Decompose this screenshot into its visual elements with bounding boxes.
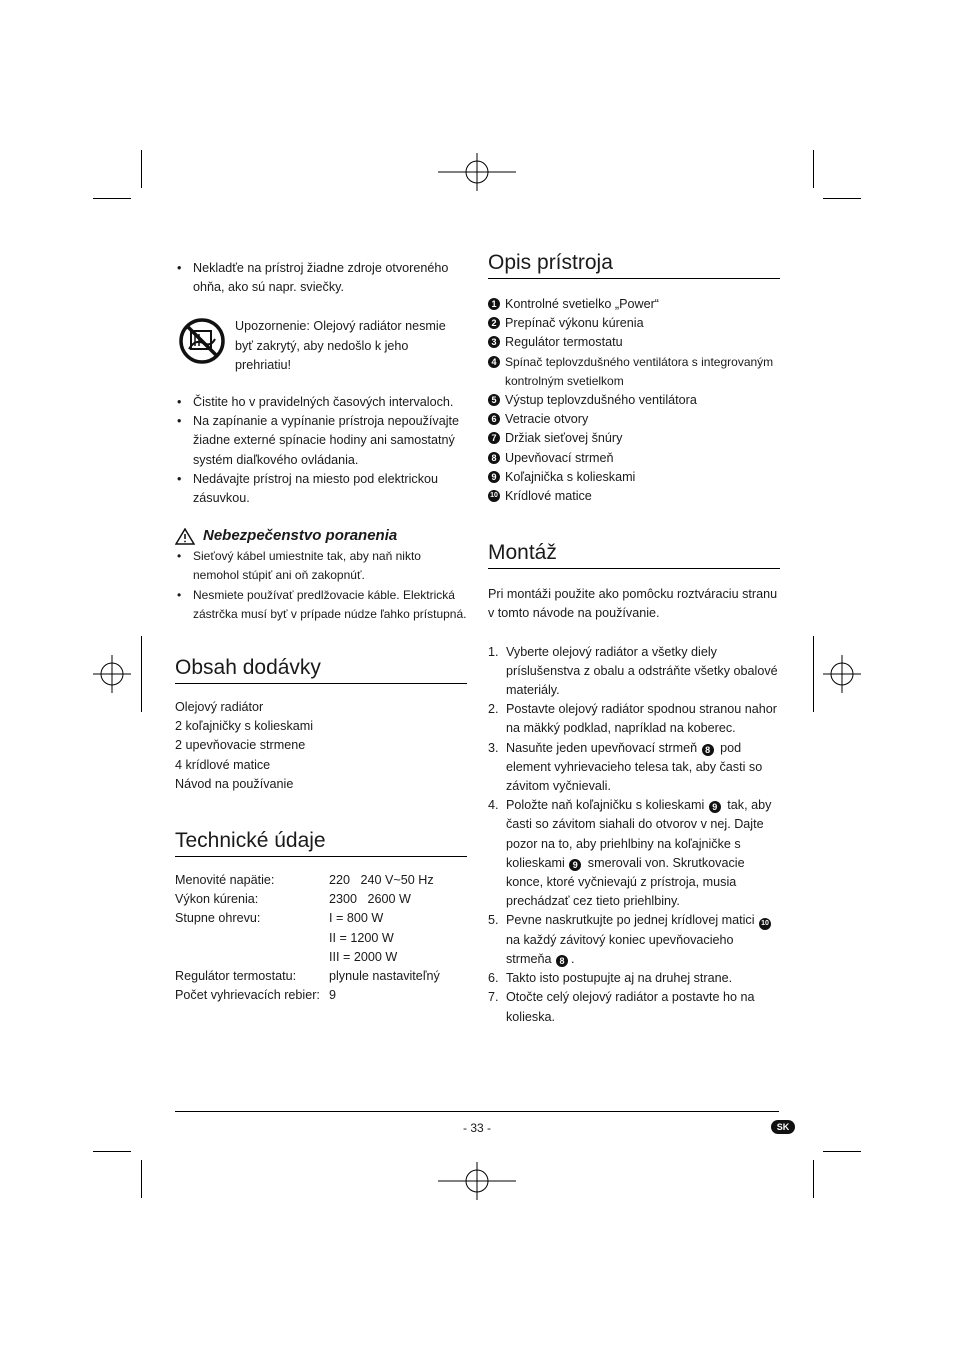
number-badge: 4 bbox=[488, 356, 500, 368]
text-run: smerovali von. Skrutkovacie konce, ktoré vyčnievajú z prístroja, musia prechádzať cez tieto priehlbiny. bbox=[506, 855, 745, 909]
number-badge: 8 bbox=[488, 452, 500, 464]
right-column bbox=[488, 250, 780, 1027]
assembly-steps bbox=[488, 643, 780, 1027]
contents-heading: Obsah dodávky bbox=[175, 655, 467, 684]
list-item bbox=[488, 739, 780, 797]
warning-title: Nebezpečenstvo poranenia bbox=[203, 527, 398, 545]
montaz-heading: Montáž bbox=[488, 540, 780, 569]
list-item: 10 Krídlové matice bbox=[488, 487, 780, 506]
number-badge: 9 bbox=[709, 801, 721, 813]
step-text bbox=[506, 911, 780, 969]
list-item: 3 Regulátor termostatu bbox=[488, 333, 780, 352]
step-number: 3. bbox=[488, 740, 499, 755]
number-badge: 1 bbox=[488, 298, 500, 310]
step-text bbox=[506, 643, 780, 701]
list-item: 4 Spínač teplovzdušného ventilátora s integrovaným kontrolným svetielkom bbox=[488, 353, 780, 391]
list-item: 2 Prepínač výkonu kúrenia bbox=[488, 314, 780, 333]
number-badge: 2 bbox=[488, 317, 500, 329]
list-item: Návod na používanie bbox=[175, 776, 294, 791]
list-item: 9 Koľajnička s kolieskami bbox=[488, 468, 780, 487]
notice-text: Upozornenie: Olejový radiátor nesmie byť zakrytý, aby nedošlo k jeho prehriatiu! bbox=[235, 319, 446, 372]
number-badge: 9 bbox=[488, 471, 500, 483]
list-item: 5 Výstup teplovzdušného ventilátora bbox=[488, 391, 780, 410]
step-number: 5. bbox=[488, 913, 499, 928]
text-run: Položte naň koľajničku s kolieskami bbox=[506, 798, 708, 813]
list-item bbox=[488, 796, 780, 911]
number-badge: 7 bbox=[488, 432, 500, 444]
footer-rule bbox=[175, 1111, 779, 1112]
list-item bbox=[488, 643, 780, 701]
parts-list bbox=[488, 295, 780, 506]
table-row: Počet vyhrievacích rebier: 9 bbox=[175, 988, 337, 1003]
step-text bbox=[506, 988, 780, 1026]
warning-triangle-icon bbox=[175, 528, 195, 545]
injury-warning-bullets bbox=[175, 547, 467, 624]
list-item: 7 Držiak sieťovej šnúry bbox=[488, 429, 780, 448]
number-badge: 10 bbox=[488, 490, 500, 502]
text-run: na každý závitový koniec upevňovacieho strmeňa bbox=[506, 932, 734, 966]
left-column bbox=[175, 259, 467, 1005]
montaz-intro: Pri montáži použite ako pomôcku roztváraciu stranu v tomto návode na používanie. bbox=[488, 587, 778, 621]
step-text bbox=[506, 796, 780, 911]
number-badge: 5 bbox=[488, 394, 500, 406]
list-item bbox=[488, 988, 780, 1026]
language-badge: SK bbox=[771, 1120, 795, 1134]
list-item: Olejový radiátor bbox=[175, 700, 264, 715]
step-text bbox=[506, 969, 732, 988]
table-row: III = 2000 W bbox=[329, 949, 398, 964]
step-text bbox=[506, 700, 780, 738]
text-run: Otočte celý olejový radiátor a postavte ho na kolieska. bbox=[506, 990, 755, 1024]
table-row: Stupne ohrevu: I = 800 W bbox=[175, 911, 384, 926]
step-number: 4. bbox=[488, 798, 499, 813]
table-row: II = 1200 W bbox=[329, 930, 394, 945]
list-item: • Sieťový kábel umiestnite tak, aby naň nikto nemohol stúpiť ani oň zakopnúť. bbox=[175, 547, 467, 585]
opis-heading: Opis prístroja bbox=[488, 250, 780, 279]
list-item: • Čistite ho v pravidelných časových intervaloch. bbox=[175, 393, 467, 412]
list-item: 6 Vetracie otvory bbox=[488, 410, 780, 429]
number-badge: 3 bbox=[488, 336, 500, 348]
number-badge: 10 bbox=[759, 918, 771, 930]
registration-mark-right-icon bbox=[823, 655, 861, 693]
step-text bbox=[506, 739, 780, 797]
number-badge: 8 bbox=[556, 955, 568, 967]
cover-warning-notice bbox=[179, 318, 467, 375]
text-run: Nasuňte jeden upevňovací strmeň bbox=[506, 740, 701, 755]
list-item: • Nekladťe na prístroj žiadne zdroje otvoreného ohňa, ako sú napr. sviečky. bbox=[175, 259, 467, 297]
list-item: 2 koľajničky s kolieskami bbox=[175, 719, 314, 734]
tech-heading: Technické údaje bbox=[175, 828, 467, 857]
injury-warning-heading bbox=[175, 526, 467, 546]
number-badge: 6 bbox=[488, 413, 500, 425]
list-item: • Nedávajte prístroj na miesto pod elektrickou zásuvkou. bbox=[175, 470, 467, 508]
list-item: 2 upevňovacie strmene bbox=[175, 738, 306, 753]
list-item bbox=[488, 969, 780, 988]
list-item: 8 Upevňovací strmeň bbox=[488, 449, 780, 468]
step-number: 1. bbox=[488, 644, 499, 659]
step-number: 6. bbox=[488, 971, 499, 986]
text-run: Pevne naskrutkujte po jednej krídlovej matici bbox=[506, 913, 759, 928]
tech-spec-table bbox=[175, 871, 467, 1005]
list-item: • Na zapínanie a vypínanie prístroja nepoužívajte žiadne externé spínacie hodiny ani samostatný systém diaľkového ovládania. bbox=[175, 412, 467, 470]
text-run: tak, aby časti so závitom siahali do otvorov v nej. Dajte pozor na to, aby priehlbiny na koľajničke s kolieskami bbox=[506, 798, 772, 870]
table-row: Regulátor termostatu: plynule nastaviteľný bbox=[175, 969, 440, 984]
registration-mark-top-icon bbox=[438, 153, 516, 191]
page-number: - 33 - bbox=[462, 1121, 491, 1135]
safety-bullets-top bbox=[175, 259, 467, 297]
list-item: • Nesmiete používať predlžovacie káble. Elektrická zástrčka musí byť v prípade núdze ľahko prístupná. bbox=[175, 586, 467, 624]
step-number: 2. bbox=[488, 702, 499, 717]
text-run: Postavte olejový radiátor spodnou stranou nahor na mäkký podklad, napríklad na koberec. bbox=[506, 702, 777, 736]
step-number: 7. bbox=[488, 990, 499, 1005]
registration-mark-bottom-icon bbox=[438, 1162, 516, 1200]
table-row: Výkon kúrenia: 2300 2600 W bbox=[175, 892, 411, 907]
do-not-cover-icon bbox=[179, 318, 225, 364]
safety-bullets-mid bbox=[175, 393, 467, 508]
list-item: 4 krídlové matice bbox=[175, 757, 271, 772]
number-badge: 9 bbox=[569, 859, 581, 871]
text-run: pod element vyhrievacieho telesa tak, aby časti so závitom vyčnievali. bbox=[506, 740, 763, 794]
list-item bbox=[488, 700, 780, 738]
contents-list bbox=[175, 698, 467, 794]
text-run: Takto isto postupujte aj na druhej strane. bbox=[506, 971, 733, 986]
registration-mark-left-icon bbox=[93, 655, 131, 693]
text-run: Vyberte olejový radiátor a všetky diely príslušenstva z obalu a odstráňte všetky obalové materiály. bbox=[506, 644, 778, 698]
list-item bbox=[488, 911, 780, 969]
list-item: 1 Kontrolné svetielko „Power“ bbox=[488, 295, 780, 314]
table-row: Menovité napätie: 220 240 V~50 Hz bbox=[175, 873, 434, 888]
text-run: . bbox=[571, 951, 575, 966]
number-badge: 8 bbox=[702, 744, 714, 756]
